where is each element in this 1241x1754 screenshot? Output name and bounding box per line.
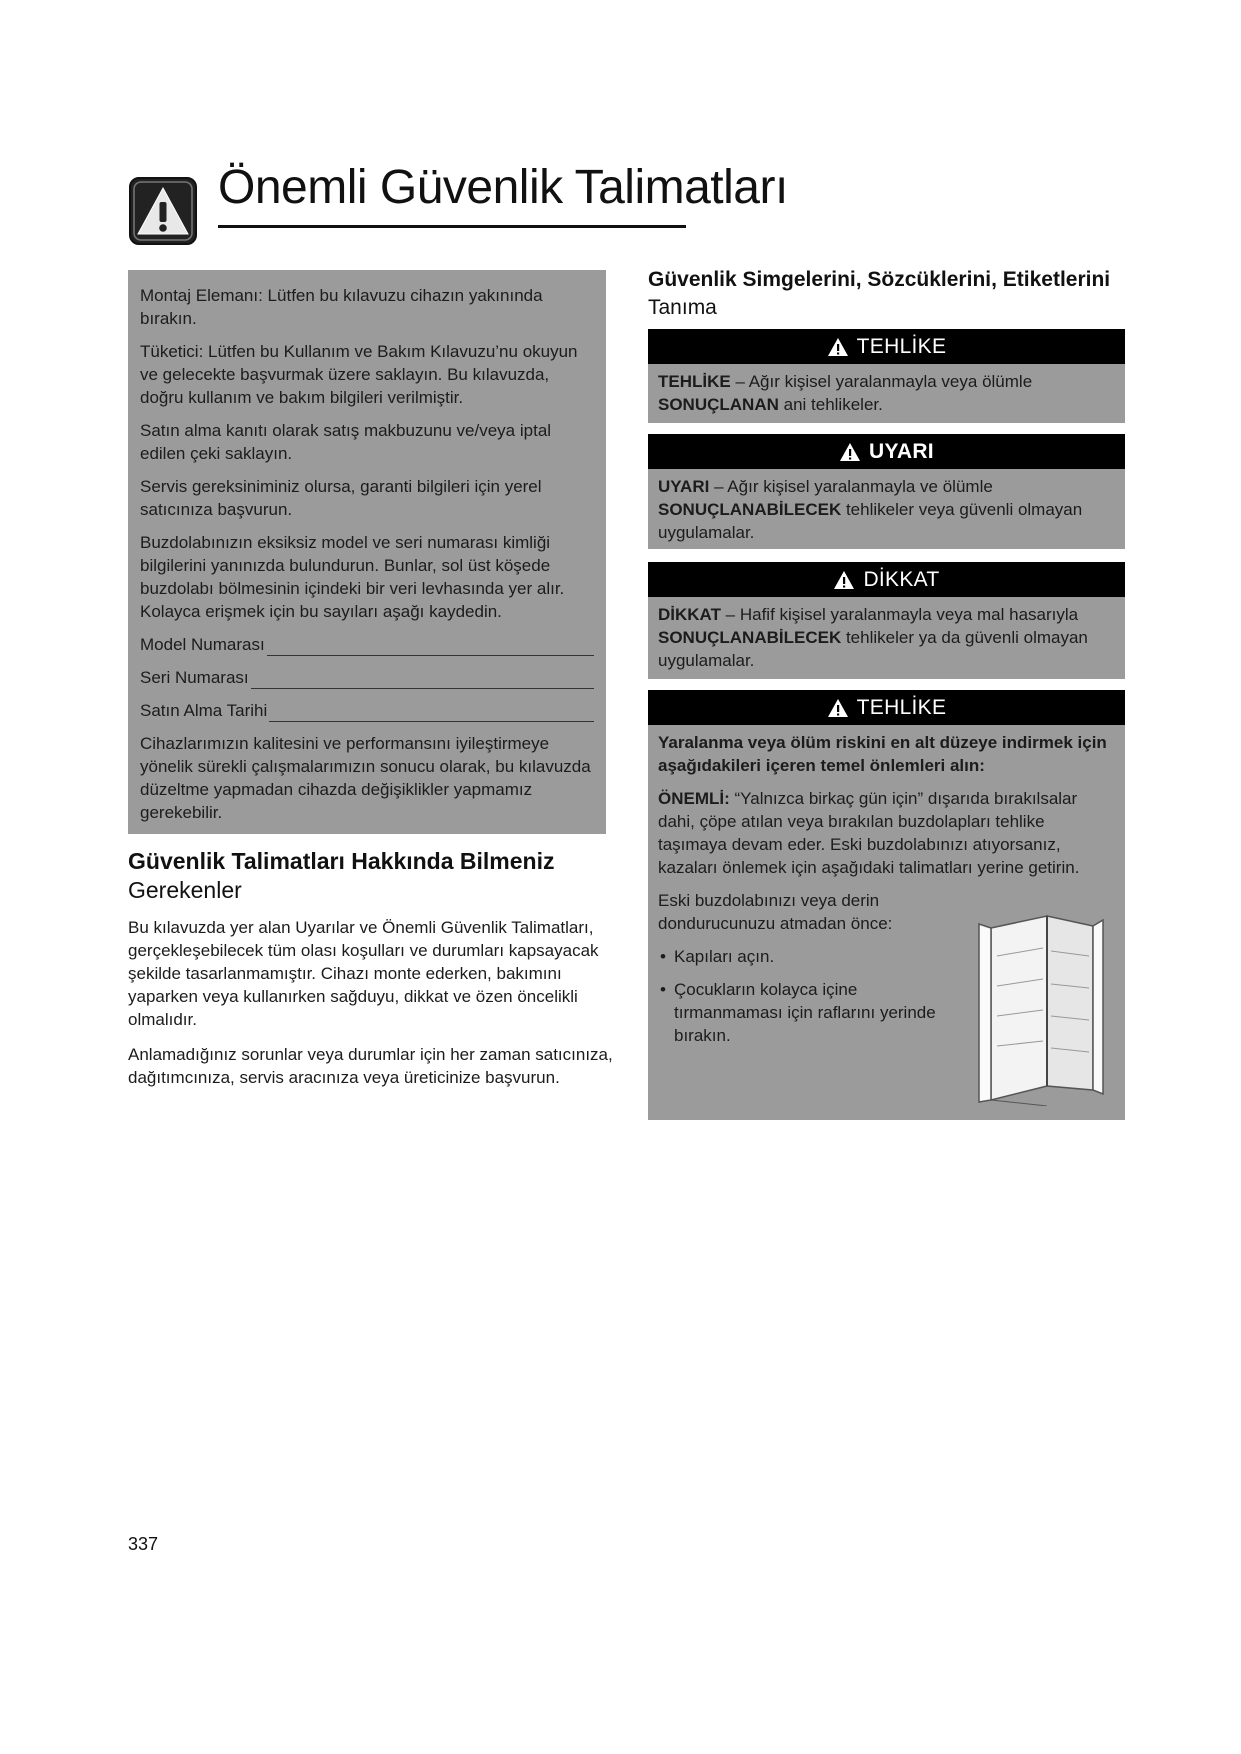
danger-disposal-box — [648, 690, 1125, 1120]
know-body — [128, 916, 618, 1101]
disposal-before-text: Eski buzdolabınızı veya derin dondurucunuzu atmadan önce: — [658, 891, 893, 933]
know-para-2: Anlamadığınız sorunlar veya durumlar için her zaman satıcınıza, dağıtımcınıza, servis aracınıza veya üreticinize başvurun. — [128, 1045, 613, 1087]
warning-lead-2: SONUÇLANABİLECEK — [658, 500, 842, 519]
danger-disposal-bar-label: TEHLİKE — [856, 695, 947, 719]
caution-text-2: tehlikeler ya da güvenli olmayan uygulamalar. — [658, 628, 1088, 670]
disposal-list — [658, 945, 958, 1047]
important-label: ÖNEMLİ: — [658, 789, 730, 808]
warning-bar — [648, 434, 1125, 469]
list-item: • Kapıları açın. — [658, 945, 958, 968]
danger-box — [648, 329, 1125, 423]
important-text: “Yalnızca birkaç gün için” dışarıda bırakılsalar dahi, çöpe atılan veya bırakılan buzdolapları tehlike taşımaya devam eder. Eski buzdolabınızı atıyorsanız, kazaları önlemek için aşağıdaki talimatları yerine getirin. — [658, 789, 1080, 877]
symbols-heading-cont: Tanıma — [648, 296, 717, 319]
warning-box — [648, 434, 1125, 549]
caution-bar — [648, 562, 1125, 597]
caution-lead-2: SONUÇLANABİLECEK — [658, 628, 842, 647]
page-number: 337 — [128, 1534, 159, 1554]
danger-lead-2: SONUÇLANAN — [658, 395, 779, 414]
warning-text-1: – Ağır kişisel yaralanmayla ve ölümle — [709, 477, 993, 496]
know-heading: Güvenlik Talimatları Hakkında Bilmeniz — [128, 848, 555, 874]
danger-disposal-bar — [648, 690, 1125, 725]
list-item: • Çocukların kolayca içine tırmanmaması için raflarını yerinde bırakın. — [658, 978, 958, 1047]
caution-text-1: – Hafif kişisel yaralanmayla veya mal hasarıyla — [720, 605, 1079, 624]
danger-text-1: – Ağır kişisel yaralanmayla veya ölümle — [730, 372, 1033, 391]
serial-number-blank — [251, 670, 594, 689]
purchase-date-label: Satın Alma Tarihi — [140, 701, 268, 720]
info-para-consumer: Tüketici: Lütfen bu Kullanım ve Bakım Kılavuzu’nu okuyun ve gelecekte başvurmak üzere saklayın. Bu kılavuzda, doğru kullanım ve bakım bilgileri verilmiştir. — [140, 342, 578, 407]
danger-disposal-important — [658, 787, 1115, 879]
info-para-receipt: Satın alma kanıtı olarak satış makbuzunu ve/veya iptal edilen çeki saklayın. — [140, 421, 552, 463]
refrigerator-illustration — [977, 906, 1105, 1106]
warning-bar-label: UYARI — [869, 439, 934, 463]
model-number-label: Model Numarası — [140, 635, 265, 654]
danger-body — [648, 364, 1125, 422]
warning-triangle-icon — [833, 570, 855, 590]
title-underline — [218, 225, 686, 228]
danger-bar — [648, 329, 1125, 364]
warning-lead: UYARI — [658, 477, 710, 496]
warning-triangle-icon — [128, 176, 198, 246]
model-number-blank — [267, 637, 594, 656]
info-para-installer: Montaj Elemanı: Lütfen bu kılavuzu cihazın yakınında bırakın. — [140, 286, 543, 328]
caution-body — [648, 597, 1125, 678]
warning-triangle-icon — [839, 442, 861, 462]
info-para-changes: Cihazlarımızın kalitesini ve performansını iyileştirmeye yönelik sürekli çalışmalarımızın sonucu olarak, bu kılavuzda düzeltme yapmadan cihazda değişiklikler yapmamız gerekebilir. — [140, 734, 591, 822]
warning-triangle-icon — [827, 698, 849, 718]
model-number-field — [140, 633, 594, 656]
caution-box — [648, 562, 1125, 679]
caution-lead: DİKKAT — [658, 605, 721, 624]
page-title: Önemli Güvenlik Talimatları — [218, 161, 788, 214]
purchase-date-field — [140, 699, 594, 722]
serial-number-label: Seri Numarası — [140, 668, 249, 687]
info-para-model-serial: Buzdolabınızın eksiksiz model ve seri numarası kimliği bilgilerini yanınızda bulundurun. Bunlar, sol üst köşede buzdolabı bölmesinin içindeki bir veri levhasında yer alır. Kolayca erişmek için bu sayıları aşağı kaydedin. — [140, 533, 565, 621]
know-para-1: Bu kılavuzda yer alan Uyarılar ve Önemli Güvenlik Talimatları, gerçekleşebilecek tüm olası koşulları ve durumları kapsayacak şekilde tasarlanmamıştır. Cihazı monte ederken, bakımını yaparken veya kullanırken sağduyu, dikkat ve özen öncelikli olmalıdır. — [128, 918, 599, 1029]
info-box — [128, 270, 606, 834]
danger-lead: TEHLİKE — [658, 372, 731, 391]
danger-text-2: ani tehlikeler. — [778, 395, 883, 414]
info-para-service: Servis gereksiniminiz olursa, garanti bilgileri için yerel satıcınıza başvurun. — [140, 477, 542, 519]
warning-triangle-icon — [827, 337, 849, 357]
symbols-heading: Güvenlik Simgelerini, Sözcüklerini, Etiketlerini — [648, 268, 1111, 291]
danger-disposal-intro: Yaralanma veya ölüm riskini en alt düzeye indirmek için aşağıdakileri içeren temel önlemleri alın: — [658, 733, 1107, 775]
danger-bar-label: TEHLİKE — [856, 334, 947, 358]
know-heading-cont: Gerekenler — [128, 877, 242, 903]
caution-bar-label: DİKKAT — [863, 567, 940, 591]
warning-body — [648, 469, 1125, 550]
serial-number-field — [140, 666, 594, 689]
purchase-date-blank — [269, 703, 594, 722]
disposal-steps — [658, 889, 958, 1047]
warning-text-2: tehlikeler veya güvenli olmayan uygulamalar. — [658, 500, 1083, 542]
